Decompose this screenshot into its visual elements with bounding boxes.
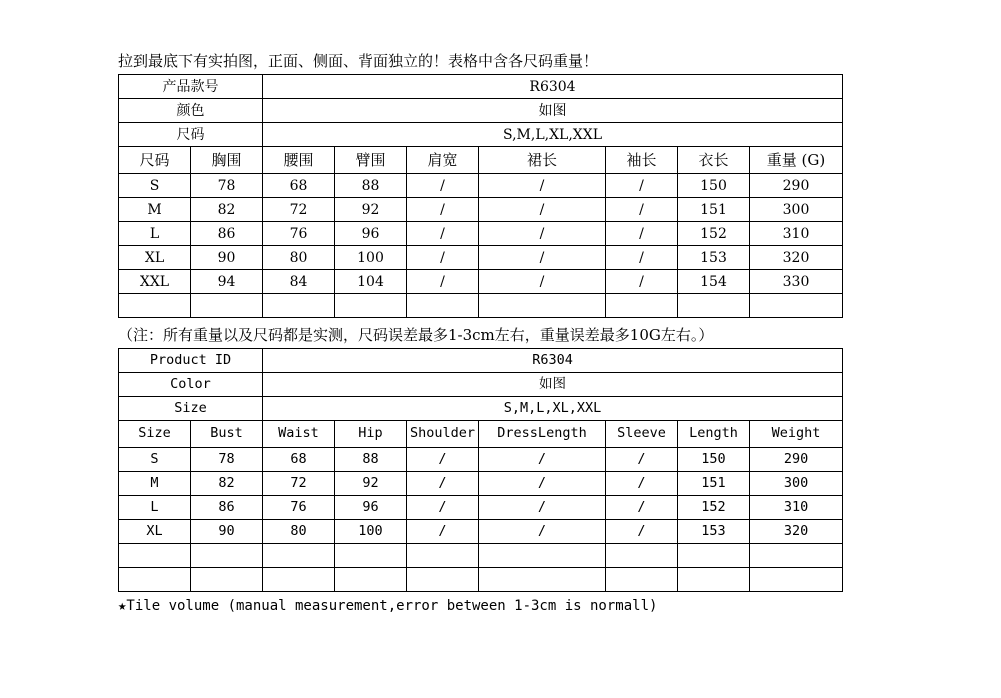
table-cell: / xyxy=(479,448,606,472)
table-cell: M xyxy=(119,198,191,222)
table-cell xyxy=(191,294,263,318)
table-cell: 320 xyxy=(750,246,843,270)
column-header: DressLength xyxy=(479,421,606,448)
column-header: 尺码 xyxy=(119,147,191,174)
column-header: Waist xyxy=(263,421,335,448)
table-cell: 88 xyxy=(335,174,407,198)
table-row xyxy=(119,472,843,496)
table-cell xyxy=(479,294,606,318)
table-cell: / xyxy=(606,246,678,270)
table-cell: 72 xyxy=(263,198,335,222)
table-cell: / xyxy=(479,520,606,544)
table-cell: / xyxy=(407,246,479,270)
table-cell: 300 xyxy=(750,472,843,496)
table-cell: 104 xyxy=(335,270,407,294)
table-cell xyxy=(263,294,335,318)
column-header: Weight xyxy=(750,421,843,448)
column-header: Shoulder xyxy=(407,421,479,448)
table-cell: / xyxy=(606,472,678,496)
table-cell: / xyxy=(479,198,606,222)
table-cell: / xyxy=(606,448,678,472)
table-cell: 151 xyxy=(678,472,750,496)
table-cell: 86 xyxy=(191,222,263,246)
info-row xyxy=(119,75,843,99)
table-cell: / xyxy=(407,496,479,520)
table-cell: S xyxy=(119,174,191,198)
table-cell: 80 xyxy=(263,520,335,544)
table-cell: 100 xyxy=(335,246,407,270)
table-cell: / xyxy=(407,520,479,544)
info-value: R6304 xyxy=(263,75,843,99)
column-header: Bust xyxy=(191,421,263,448)
info-value: S,M,L,XL,XXL xyxy=(263,397,843,421)
table-cell: 76 xyxy=(263,222,335,246)
table-cell xyxy=(750,544,843,568)
table-cell: 82 xyxy=(191,198,263,222)
info-row xyxy=(119,373,843,397)
info-label: Color xyxy=(119,373,263,397)
info-row xyxy=(119,99,843,123)
column-header: 重量 (G) xyxy=(750,147,843,174)
table-cell: 78 xyxy=(191,174,263,198)
column-header: Size xyxy=(119,421,191,448)
column-header: 肩宽 xyxy=(407,147,479,174)
table-cell xyxy=(263,544,335,568)
table-cell: XL xyxy=(119,520,191,544)
table-cell: 320 xyxy=(750,520,843,544)
table-cell xyxy=(191,544,263,568)
table-cell: / xyxy=(407,448,479,472)
table-cell: 94 xyxy=(191,270,263,294)
table-cell: 90 xyxy=(191,246,263,270)
table-cell: 88 xyxy=(335,448,407,472)
table-cell xyxy=(263,568,335,592)
table-cell: / xyxy=(407,198,479,222)
table-cell: / xyxy=(479,246,606,270)
column-header: 衣长 xyxy=(678,147,750,174)
info-label: 颜色 xyxy=(119,99,263,123)
table-cell xyxy=(678,544,750,568)
table-cell xyxy=(678,294,750,318)
table-cell: 92 xyxy=(335,198,407,222)
table-cell: L xyxy=(119,222,191,246)
table-cell: 84 xyxy=(263,270,335,294)
column-header: 臂围 xyxy=(335,147,407,174)
info-label: 尺码 xyxy=(119,123,263,147)
table-cell: 86 xyxy=(191,496,263,520)
table-cell: / xyxy=(407,270,479,294)
table-cell: 290 xyxy=(750,448,843,472)
table-cell: / xyxy=(606,222,678,246)
table-cell xyxy=(191,568,263,592)
table-cell: 72 xyxy=(263,472,335,496)
info-row xyxy=(119,349,843,373)
table-cell xyxy=(407,544,479,568)
table-row xyxy=(119,198,843,222)
table-row xyxy=(119,496,843,520)
table-cell: 96 xyxy=(335,496,407,520)
header-row xyxy=(119,147,843,174)
info-value: S,M,L,XL,XXL xyxy=(263,123,843,147)
table-cell xyxy=(750,294,843,318)
table-cell: 78 xyxy=(191,448,263,472)
table-cell: / xyxy=(407,222,479,246)
table-cell: 96 xyxy=(335,222,407,246)
column-header: Length xyxy=(678,421,750,448)
table-cell: / xyxy=(407,472,479,496)
info-row xyxy=(119,397,843,421)
table-cell xyxy=(479,544,606,568)
size-table-chinese xyxy=(118,74,843,318)
info-value: R6304 xyxy=(263,349,843,373)
table-cell: / xyxy=(479,472,606,496)
table-cell: 310 xyxy=(750,496,843,520)
table-cell: / xyxy=(479,174,606,198)
table-cell xyxy=(119,544,191,568)
table-cell: 68 xyxy=(263,448,335,472)
column-header: Hip xyxy=(335,421,407,448)
table-cell xyxy=(335,544,407,568)
table-cell: XXL xyxy=(119,270,191,294)
table-cell: 330 xyxy=(750,270,843,294)
table-cell: / xyxy=(407,174,479,198)
table-row xyxy=(119,270,843,294)
table-cell xyxy=(606,544,678,568)
table-cell: 80 xyxy=(263,246,335,270)
table-cell: 310 xyxy=(750,222,843,246)
header-row xyxy=(119,421,843,448)
table-cell: 82 xyxy=(191,472,263,496)
table-cell xyxy=(335,294,407,318)
column-header: 胸围 xyxy=(191,147,263,174)
size-table-english xyxy=(118,348,843,592)
table-cell xyxy=(479,568,606,592)
table-row xyxy=(119,448,843,472)
table-row xyxy=(119,294,843,318)
table-cell: 153 xyxy=(678,520,750,544)
table-cell: / xyxy=(606,198,678,222)
page-headline: 拉到最底下有实拍图，正面、侧面、背面独立的！表格中含各尺码重量！ xyxy=(118,52,599,70)
column-header: 裙长 xyxy=(479,147,606,174)
table-row xyxy=(119,544,843,568)
measurement-note: （注：所有重量以及尺码都是实测，尺码误差最多1-3cm左右，重量误差最多10G左右。） xyxy=(118,326,714,344)
table-row xyxy=(119,568,843,592)
table-cell: / xyxy=(479,496,606,520)
table-cell: / xyxy=(479,270,606,294)
info-label: Product ID xyxy=(119,349,263,373)
info-row xyxy=(119,123,843,147)
table-cell: 152 xyxy=(678,496,750,520)
table-cell xyxy=(606,568,678,592)
table-cell: / xyxy=(606,174,678,198)
table-cell: / xyxy=(479,222,606,246)
table-cell: 154 xyxy=(678,270,750,294)
table-cell xyxy=(119,294,191,318)
table-cell: / xyxy=(606,270,678,294)
table-cell: 92 xyxy=(335,472,407,496)
table-cell xyxy=(606,294,678,318)
table-cell: M xyxy=(119,472,191,496)
table-cell: 150 xyxy=(678,174,750,198)
table-cell xyxy=(750,568,843,592)
table-cell xyxy=(407,294,479,318)
table-cell: 153 xyxy=(678,246,750,270)
table-cell: 151 xyxy=(678,198,750,222)
table-row xyxy=(119,246,843,270)
table-row xyxy=(119,520,843,544)
table-cell xyxy=(119,568,191,592)
table-cell: 90 xyxy=(191,520,263,544)
table-cell xyxy=(678,568,750,592)
table-cell: S xyxy=(119,448,191,472)
table-cell: 290 xyxy=(750,174,843,198)
table-row xyxy=(119,174,843,198)
table-cell xyxy=(407,568,479,592)
footnote: ★Tile volume (manual measurement,error between 1-3cm is normall) xyxy=(118,598,658,614)
info-label: Size xyxy=(119,397,263,421)
table-cell: 76 xyxy=(263,496,335,520)
table-cell: 152 xyxy=(678,222,750,246)
table-cell: XL xyxy=(119,246,191,270)
info-value: 如图 xyxy=(263,373,843,397)
table-cell: 68 xyxy=(263,174,335,198)
info-value: 如图 xyxy=(263,99,843,123)
table-cell: L xyxy=(119,496,191,520)
column-header: 袖长 xyxy=(606,147,678,174)
column-header: 腰围 xyxy=(263,147,335,174)
table-cell: 150 xyxy=(678,448,750,472)
table-cell: / xyxy=(606,520,678,544)
table-cell: 100 xyxy=(335,520,407,544)
table-cell: 300 xyxy=(750,198,843,222)
table-cell xyxy=(335,568,407,592)
table-row xyxy=(119,222,843,246)
column-header: Sleeve xyxy=(606,421,678,448)
table-cell: / xyxy=(606,496,678,520)
info-label: 产品款号 xyxy=(119,75,263,99)
